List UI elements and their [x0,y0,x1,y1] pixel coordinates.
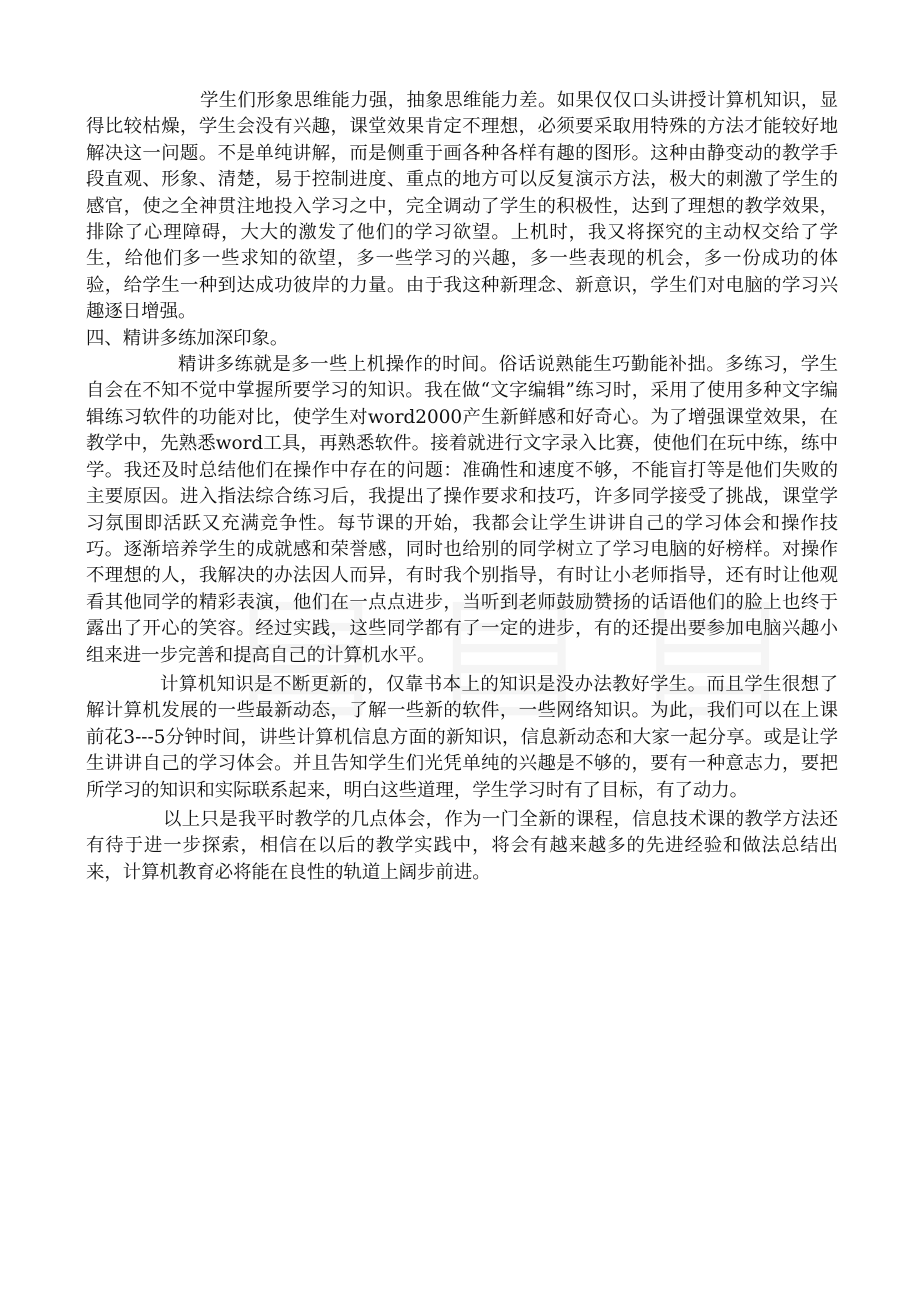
body-paragraph-1: 学生们形象思维能力强，抽象思维能力差。如果仅仅口头讲授计算机知识，显得比较枯燥，学生会没有兴趣，课堂效果肯定不理想，必须要采取用特殊的方法才能较好地解决这一问题。不是单纯讲解，而是侧重于画各种各样有趣的图形。这种由静变动的教学手段直观、形象、清楚，易于控制进度、重点的地方可以反复演示方法，极大的刺激了学生的感官，使之全神贯注地投入学习之中，完全调动了学生的积极性，达到了理想的教学效果，排除了心理障碍，大大的激发了他们的学习欲望。上机时，我又将探究的主动权交给了学生，给他们多一些求知的欲望，多一些学习的兴趣，多一些表现的机会，多一份成功的体验，给学生一种到达成功彼岸的力量。由于我这种新理念、新意识，学生们对电脑的学习兴趣逐日增强。 [86,90,838,323]
body-paragraph-3: 计算机知识是不断更新的，仅靠书本上的知识是没办法教好学生。而且学生很想了解计算机发展的一些最新动态，了解一些新的软件，一些网络知识。为此，我们可以在上课前花3---5分钟时间，讲些计算机信息方面的新知识，信息新动态和大家一起分享。或是让学生讲讲自己的学习体会。并且告知学生们光凭单纯的兴趣是不够的，要有一种意志力，要把所学习的知识和实际联系起来，明白这些道理，学生学习时有了目标，有了动力。 [86,673,838,801]
document-page [86,88,838,886]
section-heading-4: 四、精讲多练加深印象。 [86,327,289,349]
body-paragraph-2: 精讲多练就是多一些上机操作的时间。俗话说熟能生巧勤能补拙。多练习，学生自会在不知不觉中掌握所要学习的知识。我在做“文字编辑”练习时，采用了使用多种文字编辑练习软件的功能对比，使学生对word2000产生新鲜感和好奇心。为了增强课堂效果，在教学中，先熟悉word工具，再熟悉软件。接着就进行文字录入比赛，使他们在玩中练，练中学。我还及时总结他们在操作中存在的问题：准确性和速度不够，不能盲打等是他们失败的主要原因。进入指法综合练习后，我提出了操作要求和技巧，许多同学接受了挑战，课堂学习氛围即活跃又充满竞争性。每节课的开始，我都会让学生讲讲自己的学习体会和操作技巧。逐渐培养学生的成就感和荣誉感，同时也给别的同学树立了学习电脑的好榜样。对操作不理想的人，我解决的办法因人而异，有时我个别指导，有时让小老师指导，还有时让他观看其他同学的精彩表演，他们在一点点进步，当听到老师鼓励赞扬的话语他们的脸上也终于露出了开心的笑容。经过实践，这些同学都有了一定的进步，有的还提出要参加电脑兴趣小组来进一步完善和提高自己的计算机水平。 [86,354,838,666]
body-paragraph-4: 以上只是我平时教学的几点体会，作为一门全新的课程，信息技术课的教学方法还有待于进一步探索，相信在以后的教学实践中，将会有越来越多的先进经验和做法总结出来，计算机教育必将能在良性的轨道上阔步前进。 [86,808,838,883]
